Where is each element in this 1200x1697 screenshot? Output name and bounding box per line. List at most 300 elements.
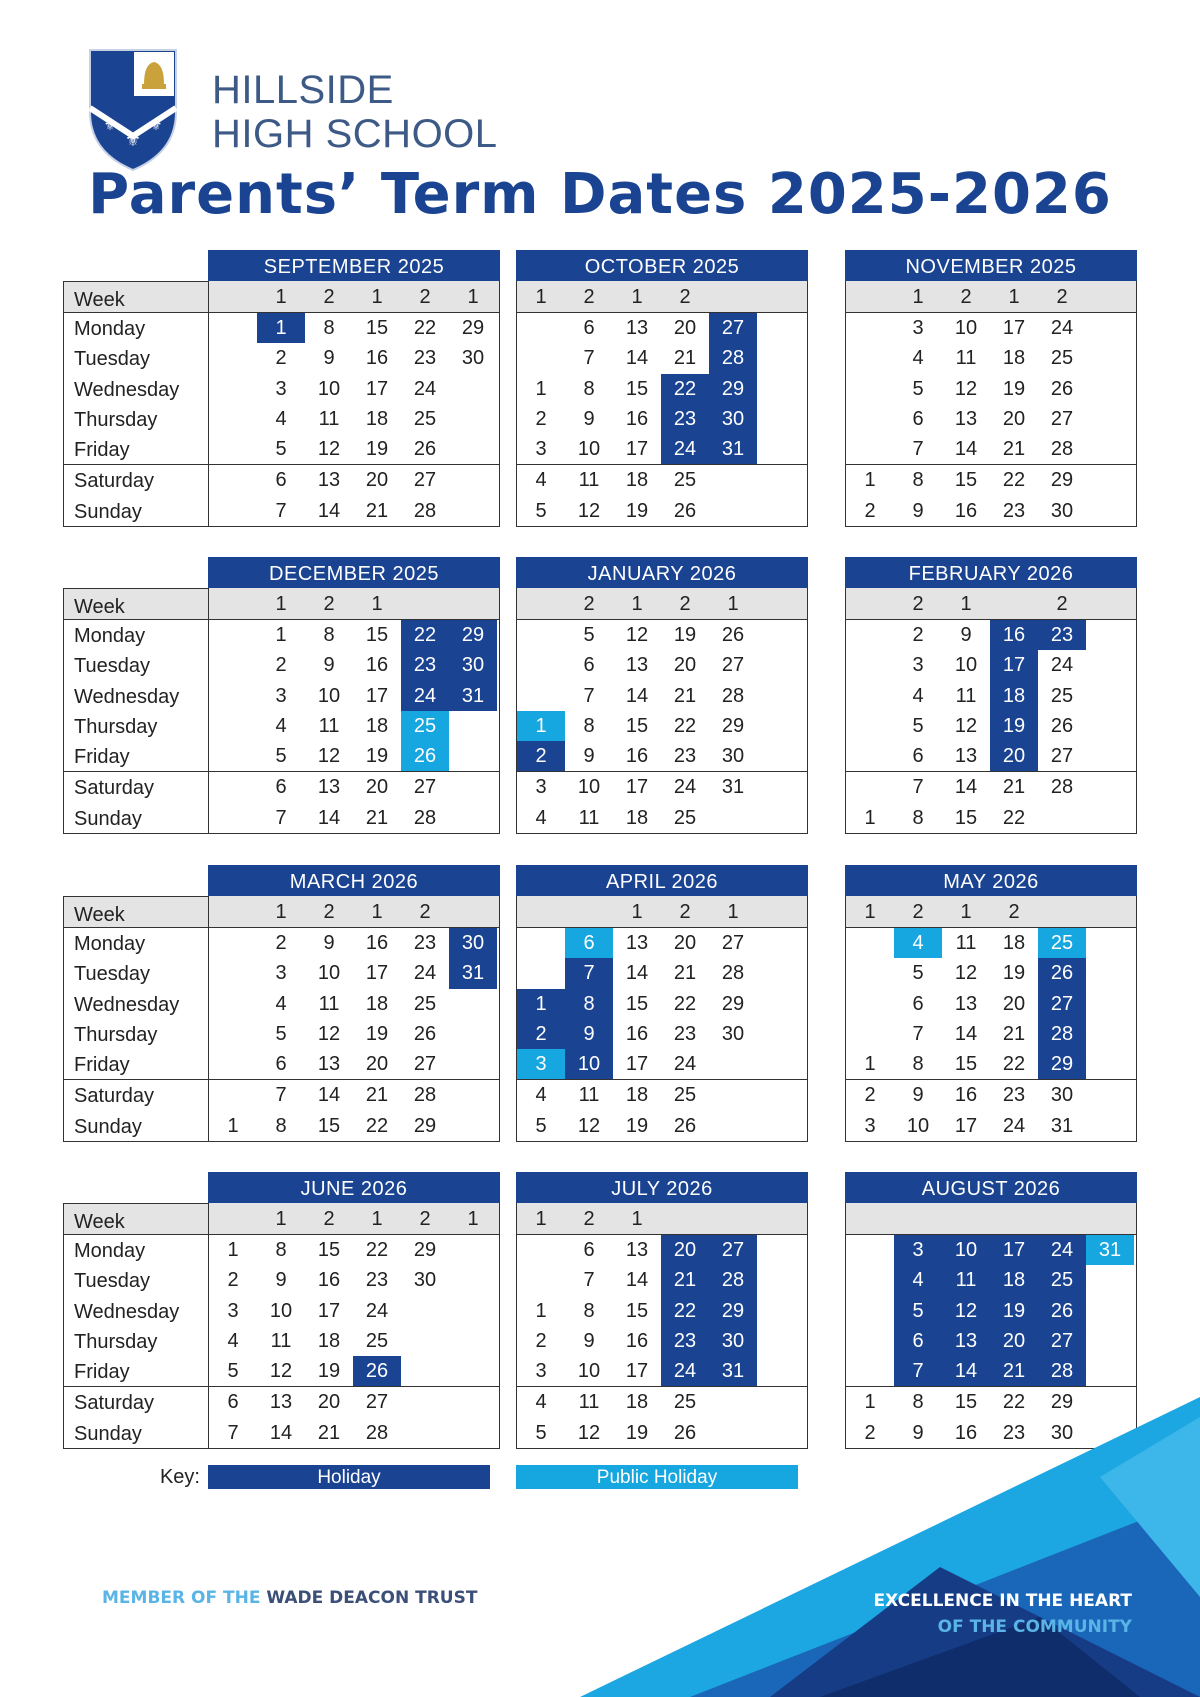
date-cell: 29 — [1050, 1391, 1074, 1414]
date-cell: 27 — [413, 469, 437, 492]
date-cell — [401, 1387, 449, 1417]
date-cell — [449, 1418, 497, 1448]
date-cell: 19 — [365, 1022, 389, 1045]
date-cell — [757, 1080, 805, 1110]
week-number: 2 — [960, 286, 972, 308]
day-label: Wednesday — [74, 1300, 180, 1323]
date-cell: 16 — [954, 1084, 978, 1107]
date-cell — [209, 313, 257, 343]
date-cell: 9 — [583, 745, 595, 768]
week-number-row — [517, 588, 807, 620]
date-cell — [1086, 1049, 1134, 1079]
date-cell — [449, 1111, 497, 1141]
date-cell — [209, 620, 257, 650]
date-cell — [209, 989, 257, 1019]
date-cell: 10 — [906, 1114, 930, 1137]
date-cell: 12 — [942, 1296, 990, 1326]
date-cell: 6 — [583, 317, 595, 339]
date-cell: 16 — [954, 1421, 978, 1444]
date-cell: 29 — [721, 992, 745, 1015]
date-row — [517, 741, 807, 771]
month-title: AUGUST 2026 — [845, 1172, 1137, 1203]
date-row — [517, 711, 807, 741]
date-cell: 31 — [449, 958, 497, 988]
date-cell: 26 — [413, 438, 437, 461]
day-label: Monday — [74, 933, 146, 955]
date-cell: 7 — [912, 438, 924, 461]
date-cell: 21 — [673, 684, 697, 707]
date-cell: 31 — [449, 681, 497, 711]
date-cell: 25 — [1038, 928, 1086, 958]
date-cell: 1 — [257, 313, 305, 343]
date-cell: 23 — [1002, 499, 1026, 522]
date-cell: 22 — [661, 374, 709, 404]
date-row — [517, 650, 807, 680]
date-cell: 24 — [673, 776, 697, 799]
date-cell: 21 — [673, 962, 697, 985]
date-row — [846, 928, 1136, 958]
date-cell: 19 — [1002, 962, 1026, 985]
date-cell: 31 — [709, 1356, 757, 1386]
date-cell: 16 — [625, 1022, 649, 1045]
date-row — [846, 1049, 1136, 1079]
week-number — [894, 1203, 942, 1234]
footer-trust-name: WADE DEACON TRUST — [266, 1588, 478, 1608]
date-cell: 17 — [954, 1114, 978, 1137]
month-calendar — [845, 557, 1137, 834]
month-grid — [208, 281, 500, 527]
date-cell: 4 — [535, 469, 547, 492]
date-cell: 13 — [317, 469, 341, 492]
date-cell — [846, 1235, 894, 1265]
date-cell: 8 — [275, 1114, 287, 1137]
date-cell: 10 — [954, 317, 978, 339]
date-cell: 12 — [954, 714, 978, 737]
date-row — [517, 681, 807, 711]
date-cell: 20 — [661, 1235, 709, 1265]
date-cell: 5 — [535, 499, 547, 522]
date-cell — [709, 465, 757, 495]
date-cell: 16 — [365, 654, 389, 677]
date-cell: 2 — [864, 499, 876, 522]
date-cell: 18 — [365, 407, 389, 430]
day-label: Wednesday — [74, 993, 180, 1016]
date-cell — [449, 496, 497, 526]
date-cell: 7 — [583, 684, 595, 707]
week-number-row — [846, 281, 1136, 313]
date-cell: 17 — [625, 1360, 649, 1383]
date-row — [209, 1111, 499, 1141]
date-row — [517, 803, 807, 833]
date-cell: 24 — [365, 1299, 389, 1322]
date-row — [517, 989, 807, 1019]
date-cell: 29 — [413, 1239, 437, 1261]
date-cell: 23 — [1002, 1421, 1026, 1444]
date-cell: 30 — [449, 650, 497, 680]
date-cell: 28 — [1038, 1356, 1086, 1386]
date-cell — [449, 465, 497, 495]
date-cell: 9 — [912, 1421, 924, 1444]
day-label: Wednesday — [74, 378, 180, 401]
month-title: MAY 2026 — [845, 865, 1137, 896]
day-label: Thursday — [74, 1023, 158, 1046]
date-cell — [757, 404, 805, 434]
date-cell: 23 — [673, 1022, 697, 1045]
footer-motto-line1: EXCELLENCE IN THE HEART — [873, 1591, 1132, 1611]
date-cell — [846, 681, 894, 711]
date-cell: 13 — [269, 1391, 293, 1414]
date-row — [209, 1356, 499, 1386]
date-cell: 27 — [721, 932, 745, 954]
week-number: 1 — [631, 593, 643, 615]
week-number — [990, 1203, 1038, 1234]
date-cell: 27 — [709, 313, 757, 343]
date-cell — [209, 496, 257, 526]
date-cell: 23 — [661, 1326, 709, 1356]
month-grid — [516, 281, 808, 527]
date-cell: 20 — [317, 1391, 341, 1414]
date-cell: 26 — [721, 624, 745, 646]
date-row — [209, 404, 499, 434]
date-cell: 10 — [317, 684, 341, 707]
date-cell — [846, 1019, 894, 1049]
date-cell — [846, 1265, 894, 1295]
month-grid — [845, 896, 1137, 1142]
date-cell: 8 — [912, 806, 924, 829]
date-cell: 1 — [227, 1114, 239, 1137]
date-row — [209, 958, 499, 988]
date-cell: 25 — [413, 992, 437, 1015]
date-row — [517, 1296, 807, 1326]
date-cell — [1086, 1265, 1134, 1295]
date-cell: 15 — [625, 714, 649, 737]
date-row — [209, 1235, 499, 1265]
week-number: 1 — [535, 1208, 547, 1230]
week-number: 2 — [1008, 901, 1020, 923]
date-cell: 2 — [864, 1421, 876, 1444]
date-cell: 9 — [323, 932, 335, 954]
date-cell — [449, 1235, 497, 1265]
date-cell: 19 — [990, 1296, 1038, 1326]
date-cell: 26 — [673, 499, 697, 522]
date-cell — [1086, 803, 1134, 833]
month-calendar — [845, 250, 1137, 527]
day-label: Friday — [74, 1054, 130, 1077]
date-row — [517, 343, 807, 373]
date-cell: 8 — [583, 1299, 595, 1322]
date-cell: 9 — [565, 1019, 613, 1049]
date-cell: 22 — [1002, 469, 1026, 492]
date-cell — [757, 1019, 805, 1049]
date-cell: 16 — [625, 1329, 649, 1352]
svg-text:⚜: ⚜ — [124, 130, 142, 151]
week-number: 1 — [371, 286, 383, 308]
date-cell: 24 — [413, 962, 437, 985]
date-cell: 24 — [661, 434, 709, 464]
date-cell: 29 — [709, 374, 757, 404]
date-cell — [449, 989, 497, 1019]
date-cell: 12 — [317, 438, 341, 461]
date-cell: 13 — [954, 992, 978, 1015]
date-cell: 15 — [954, 806, 978, 829]
date-cell: 17 — [625, 1053, 649, 1076]
date-cell: 25 — [673, 469, 697, 492]
date-cell: 7 — [583, 1269, 595, 1292]
date-cell: 22 — [1002, 1053, 1026, 1076]
date-cell: 19 — [365, 745, 389, 768]
date-cell: 4 — [275, 714, 287, 737]
day-label: Thursday — [74, 408, 158, 431]
date-cell: 28 — [413, 806, 437, 829]
date-cell — [757, 681, 805, 711]
day-label: Tuesday — [74, 1270, 150, 1293]
date-row — [209, 989, 499, 1019]
date-cell: 1 — [275, 624, 287, 646]
date-cell: 6 — [275, 1053, 287, 1076]
date-row — [846, 404, 1136, 434]
date-cell: 13 — [625, 1239, 649, 1261]
date-cell: 3 — [535, 1360, 547, 1383]
date-cell: 26 — [1050, 377, 1074, 400]
date-cell: 22 — [1002, 1391, 1026, 1414]
week-number: 2 — [323, 286, 335, 308]
date-cell: 14 — [625, 347, 649, 370]
month-calendar — [516, 557, 808, 834]
date-cell: 8 — [583, 714, 595, 737]
date-row — [517, 313, 807, 343]
date-cell: 10 — [942, 1235, 990, 1265]
date-cell — [846, 1326, 894, 1356]
date-cell: 17 — [365, 377, 389, 400]
week-number — [1086, 281, 1134, 312]
week-number — [846, 588, 894, 619]
week-number-row — [209, 1203, 499, 1235]
date-cell — [757, 374, 805, 404]
week-number — [209, 281, 257, 312]
date-cell: 29 — [709, 1296, 757, 1326]
school-name-line2: HIGH SCHOOL — [212, 112, 498, 156]
date-row — [209, 1079, 499, 1110]
date-cell — [846, 958, 894, 988]
month-title: DECEMBER 2025 — [208, 557, 500, 588]
date-row — [846, 681, 1136, 711]
date-cell: 6 — [894, 1326, 942, 1356]
week-number-row — [209, 896, 499, 928]
date-cell: 11 — [578, 469, 600, 492]
day-labels — [63, 588, 211, 834]
date-cell — [209, 1049, 257, 1079]
date-cell: 29 — [413, 1114, 437, 1137]
week-number: 2 — [323, 901, 335, 923]
date-cell: 1 — [535, 377, 547, 400]
date-row — [517, 1265, 807, 1295]
date-cell — [757, 620, 805, 650]
date-cell: 31 — [709, 434, 757, 464]
week-label: Week — [64, 1204, 211, 1235]
date-cell: 20 — [673, 654, 697, 677]
week-number: 2 — [583, 593, 595, 615]
date-cell: 4 — [894, 928, 942, 958]
date-row — [846, 958, 1136, 988]
week-number: 2 — [419, 1208, 431, 1230]
date-cell: 26 — [673, 1114, 697, 1137]
date-row — [209, 928, 499, 958]
date-cell: 23 — [673, 745, 697, 768]
date-cell — [1086, 928, 1134, 958]
month-grid — [208, 588, 500, 834]
date-cell: 4 — [227, 1329, 239, 1352]
date-cell: 2 — [275, 932, 287, 954]
date-row — [517, 1049, 807, 1079]
date-cell: 2 — [275, 347, 287, 370]
date-cell: 5 — [275, 438, 287, 461]
date-cell: 18 — [990, 681, 1038, 711]
date-cell: 30 — [1050, 499, 1074, 522]
week-number — [517, 588, 565, 619]
day-label: Saturday — [64, 1079, 211, 1110]
date-cell: 16 — [365, 347, 389, 370]
date-cell: 13 — [954, 745, 978, 768]
date-cell: 2 — [227, 1269, 239, 1292]
date-cell: 13 — [625, 654, 649, 677]
date-cell: 3 — [894, 1235, 942, 1265]
date-cell: 7 — [912, 1022, 924, 1045]
date-cell — [1086, 313, 1134, 343]
key-public-holiday: Public Holiday — [516, 1465, 798, 1489]
date-cell: 27 — [365, 1391, 389, 1414]
month-title: SEPTEMBER 2025 — [208, 250, 500, 281]
date-cell: 5 — [912, 962, 924, 985]
date-cell: 16 — [317, 1269, 341, 1292]
date-cell: 17 — [625, 438, 649, 461]
date-cell: 23 — [1002, 1084, 1026, 1107]
date-cell: 27 — [721, 654, 745, 677]
date-cell: 4 — [912, 684, 924, 707]
week-number: 2 — [583, 286, 595, 308]
date-cell: 24 — [1038, 1235, 1086, 1265]
date-cell — [449, 374, 497, 404]
date-cell: 9 — [323, 347, 335, 370]
date-row — [209, 1019, 499, 1049]
date-cell — [1086, 434, 1134, 464]
date-cell: 30 — [1050, 1084, 1074, 1107]
date-cell — [1086, 772, 1134, 802]
date-row — [209, 434, 499, 464]
date-cell: 25 — [673, 1391, 697, 1414]
day-label: Tuesday — [74, 963, 150, 986]
date-cell — [1086, 374, 1134, 404]
date-cell — [709, 1111, 757, 1141]
date-cell: 1 — [517, 989, 565, 1019]
date-row — [517, 771, 807, 802]
week-number-row — [517, 281, 807, 313]
date-cell: 28 — [1038, 1019, 1086, 1049]
week-number — [757, 896, 805, 927]
date-cell: 24 — [1002, 1114, 1026, 1137]
date-cell: 21 — [673, 347, 697, 370]
date-cell: 5 — [912, 377, 924, 400]
date-cell — [757, 434, 805, 464]
date-cell: 2 — [864, 1084, 876, 1107]
date-cell: 4 — [894, 1265, 942, 1295]
date-row — [846, 771, 1136, 802]
date-cell: 27 — [1038, 1326, 1086, 1356]
date-cell: 4 — [912, 347, 924, 370]
week-number — [1086, 588, 1134, 619]
week-number: 1 — [960, 593, 972, 615]
date-cell — [449, 1019, 497, 1049]
date-cell: 29 — [461, 317, 485, 339]
date-cell — [1086, 1019, 1134, 1049]
date-cell: 7 — [583, 347, 595, 370]
date-cell: 6 — [275, 776, 287, 799]
week-number — [401, 588, 449, 619]
date-cell: 24 — [661, 1356, 709, 1386]
date-cell: 15 — [954, 1391, 978, 1414]
date-cell: 2 — [535, 1329, 547, 1352]
date-cell — [709, 496, 757, 526]
date-cell: 18 — [1002, 347, 1026, 370]
date-cell: 21 — [365, 806, 389, 829]
month-title: JUNE 2026 — [208, 1172, 500, 1203]
date-cell: 15 — [317, 1239, 341, 1261]
date-cell: 11 — [578, 806, 600, 829]
date-cell: 8 — [323, 317, 335, 339]
date-cell — [209, 681, 257, 711]
date-cell — [449, 1265, 497, 1295]
date-row — [517, 496, 807, 526]
footer-trust — [102, 1588, 477, 1608]
date-cell: 7 — [912, 776, 924, 799]
month-grid — [516, 896, 808, 1142]
date-cell: 18 — [990, 1265, 1038, 1295]
week-number-row — [209, 281, 499, 313]
date-cell: 10 — [317, 377, 341, 400]
date-cell — [1038, 803, 1086, 833]
date-row — [517, 1019, 807, 1049]
date-cell: 6 — [227, 1391, 239, 1414]
month-grid — [208, 1203, 500, 1449]
date-cell — [846, 989, 894, 1019]
date-cell: 23 — [413, 347, 437, 370]
date-cell — [846, 1296, 894, 1326]
date-row — [846, 313, 1136, 343]
date-row — [846, 434, 1136, 464]
week-number: 1 — [467, 286, 479, 308]
date-cell: 21 — [317, 1421, 341, 1444]
week-number: 1 — [631, 286, 643, 308]
day-label: Monday — [74, 625, 146, 647]
date-cell — [517, 620, 565, 650]
date-row — [846, 464, 1136, 495]
date-cell: 16 — [990, 620, 1038, 650]
date-cell: 4 — [535, 1084, 547, 1107]
month-title: JULY 2026 — [516, 1172, 808, 1203]
date-cell: 20 — [673, 932, 697, 954]
date-cell: 30 — [721, 1022, 745, 1045]
date-cell: 8 — [565, 989, 613, 1019]
date-cell: 21 — [365, 499, 389, 522]
month-title: MARCH 2026 — [208, 865, 500, 896]
week-number — [709, 1203, 757, 1234]
date-row — [209, 464, 499, 495]
date-cell — [517, 313, 565, 343]
date-cell: 14 — [625, 1269, 649, 1292]
date-cell — [517, 681, 565, 711]
date-cell: 22 — [365, 1114, 389, 1137]
date-cell: 27 — [709, 1235, 757, 1265]
date-row — [846, 650, 1136, 680]
